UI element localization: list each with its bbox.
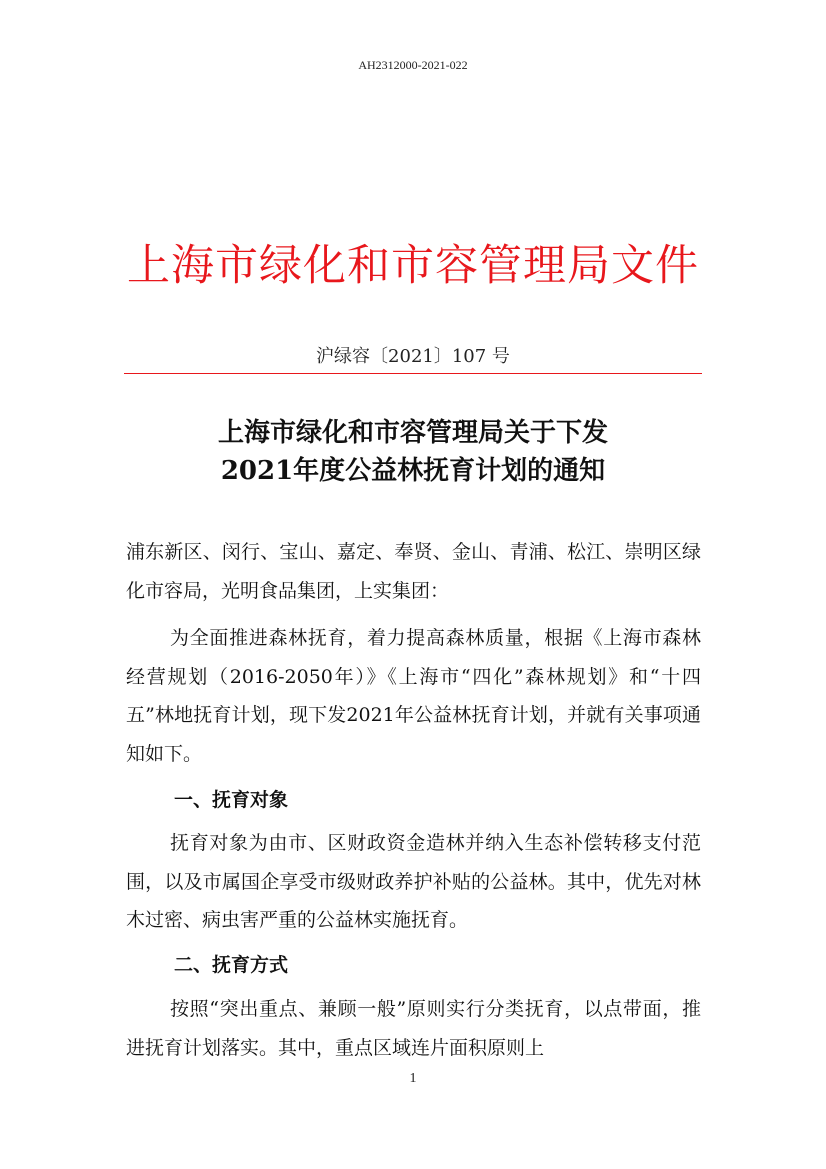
page-number: 1 <box>409 1071 417 1086</box>
document-number: 沪绿容〔2021〕107 号 <box>316 346 510 367</box>
letterhead-title: 上海市绿化和市容管理局文件 <box>127 241 699 291</box>
section-2-heading: 二、抚育方式 <box>174 954 289 976</box>
section-1-heading: 一、抚育对象 <box>174 789 289 811</box>
document-code: AH2312000-2021-022 <box>358 58 468 72</box>
intro-paragraph: 为全面推进森林抚育，着力提高森林质量，根据《上海市森林经营规划（2016-2050年）》《上海市“四化”森林规划》和“十四五”林地抚育计划，现下发2021年公益林抚育计划，并就有关事项通知如下。 <box>126 627 701 765</box>
section-1-paragraph: 抚育对象为由市、区财政资金造林并纳入生态补偿转移支付范围，以及市属国企享受市级财政养护补贴的公益林。其中，优先对林木过密、病虫害严重的公益林实施抚育。 <box>126 832 701 931</box>
notice-title-line-2: 2021年度公益林抚育计划的通知 <box>220 456 606 486</box>
section-2-paragraph: 按照“突出重点、兼顾一般”原则实行分类抚育，以点带面，推进抚育计划落实。其中，重点区域连片面积原则上 <box>126 998 701 1059</box>
notice-title <box>0 414 826 490</box>
notice-title-line-1: 上海市绿化和市容管理局关于下发 <box>217 418 608 448</box>
letterhead-divider <box>124 373 702 374</box>
addressee-paragraph: 浦东新区、闵行、宝山、嘉定、奉贤、金山、青浦、松江、崇明区绿化市容局，光明食品集团，上实集团： <box>126 541 701 602</box>
